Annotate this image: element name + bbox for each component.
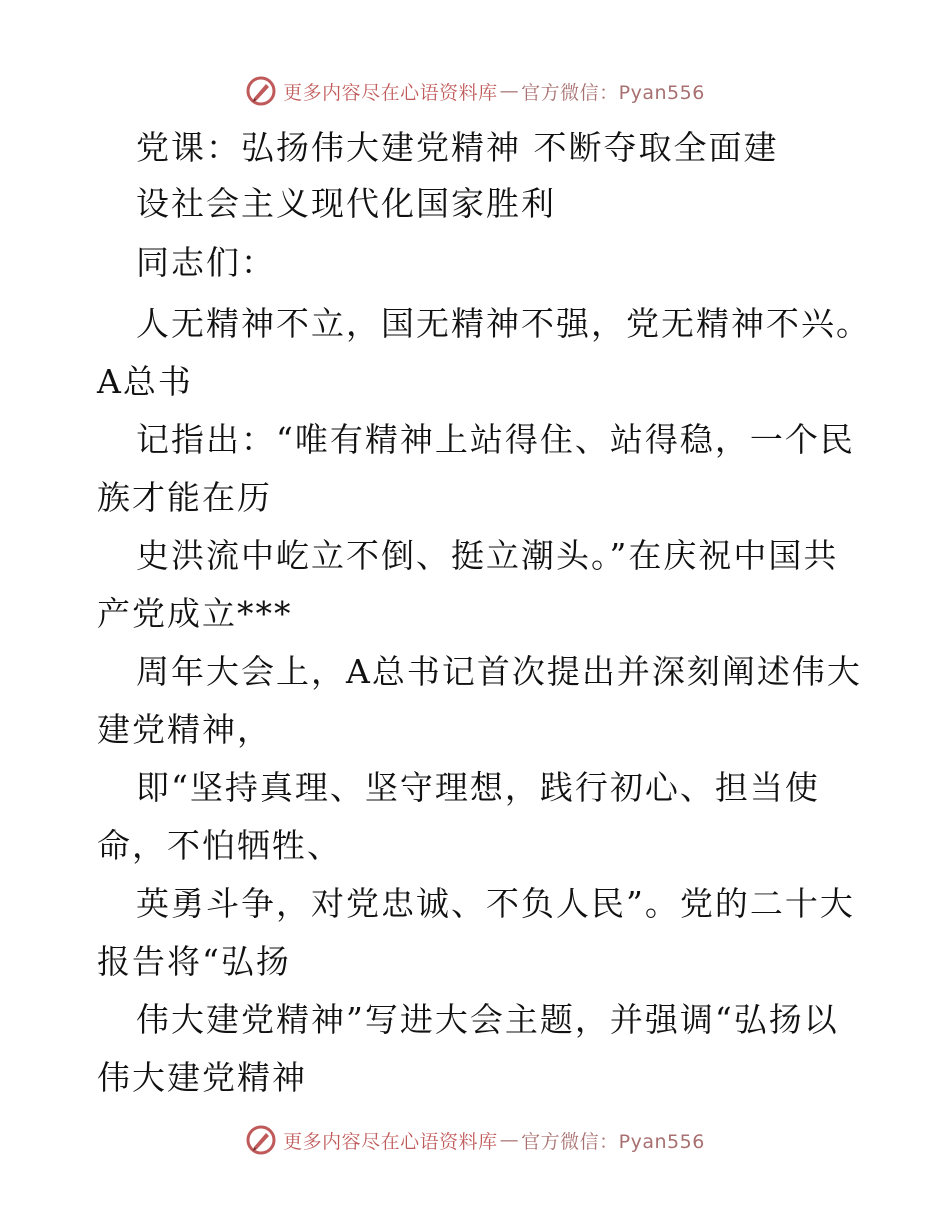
paragraph-line: 命，不怕牺牲、	[97, 826, 342, 865]
watermark-brand: 更多内容尽在心语资料库	[283, 1130, 498, 1153]
watermark-wechat: 官方微信：Pyan556	[521, 81, 705, 104]
watermark-wechat: 官方微信：Pyan556	[521, 1130, 705, 1153]
paragraph-line: A总书	[97, 362, 193, 401]
pen-logo-icon	[245, 75, 277, 107]
paragraph-line: 报告将“弘扬	[97, 942, 291, 981]
paragraph-line: 伟大建党精神”写进大会主题，并强调“弘扬以	[136, 1000, 839, 1039]
title-line-1: 党课：弘扬伟大建党精神 不断夺取全面建	[136, 128, 779, 167]
watermark-header	[0, 71, 950, 111]
watermark-separator: —	[499, 80, 520, 102]
watermark-footer	[0, 1120, 950, 1160]
paragraph-line: 族才能在历	[97, 478, 272, 517]
salutation: 同志们：	[136, 243, 276, 282]
watermark-brand: 更多内容尽在心语资料库	[283, 81, 498, 104]
paragraph-line: 建党精神，	[97, 710, 272, 749]
paragraph-line: 人无精神不立，国无精神不强，党无精神不兴。	[136, 304, 871, 343]
pen-logo-icon	[245, 1124, 277, 1156]
watermark-separator: —	[499, 1129, 520, 1151]
title-line-2: 设社会主义现代化国家胜利	[136, 184, 556, 223]
paragraph-line: 产党成立***	[97, 594, 293, 633]
paragraph-line: 记指出：“唯有精神上站得住、站得稳，一个民	[136, 420, 855, 459]
paragraph-line: 即“坚持真理、坚守理想，践行初心、担当使	[136, 768, 820, 807]
paragraph-line: 史洪流中屹立不倒、挺立潮头。”在庆祝中国共	[136, 536, 839, 575]
paragraph-line: 伟大建党精神	[97, 1058, 307, 1097]
paragraph-line: 周年大会上，A总书记首次提出并深刻阐述伟大	[136, 652, 862, 691]
paragraph-line: 英勇斗争，对党忠诚、不负人民”。党的二十大	[136, 884, 855, 923]
